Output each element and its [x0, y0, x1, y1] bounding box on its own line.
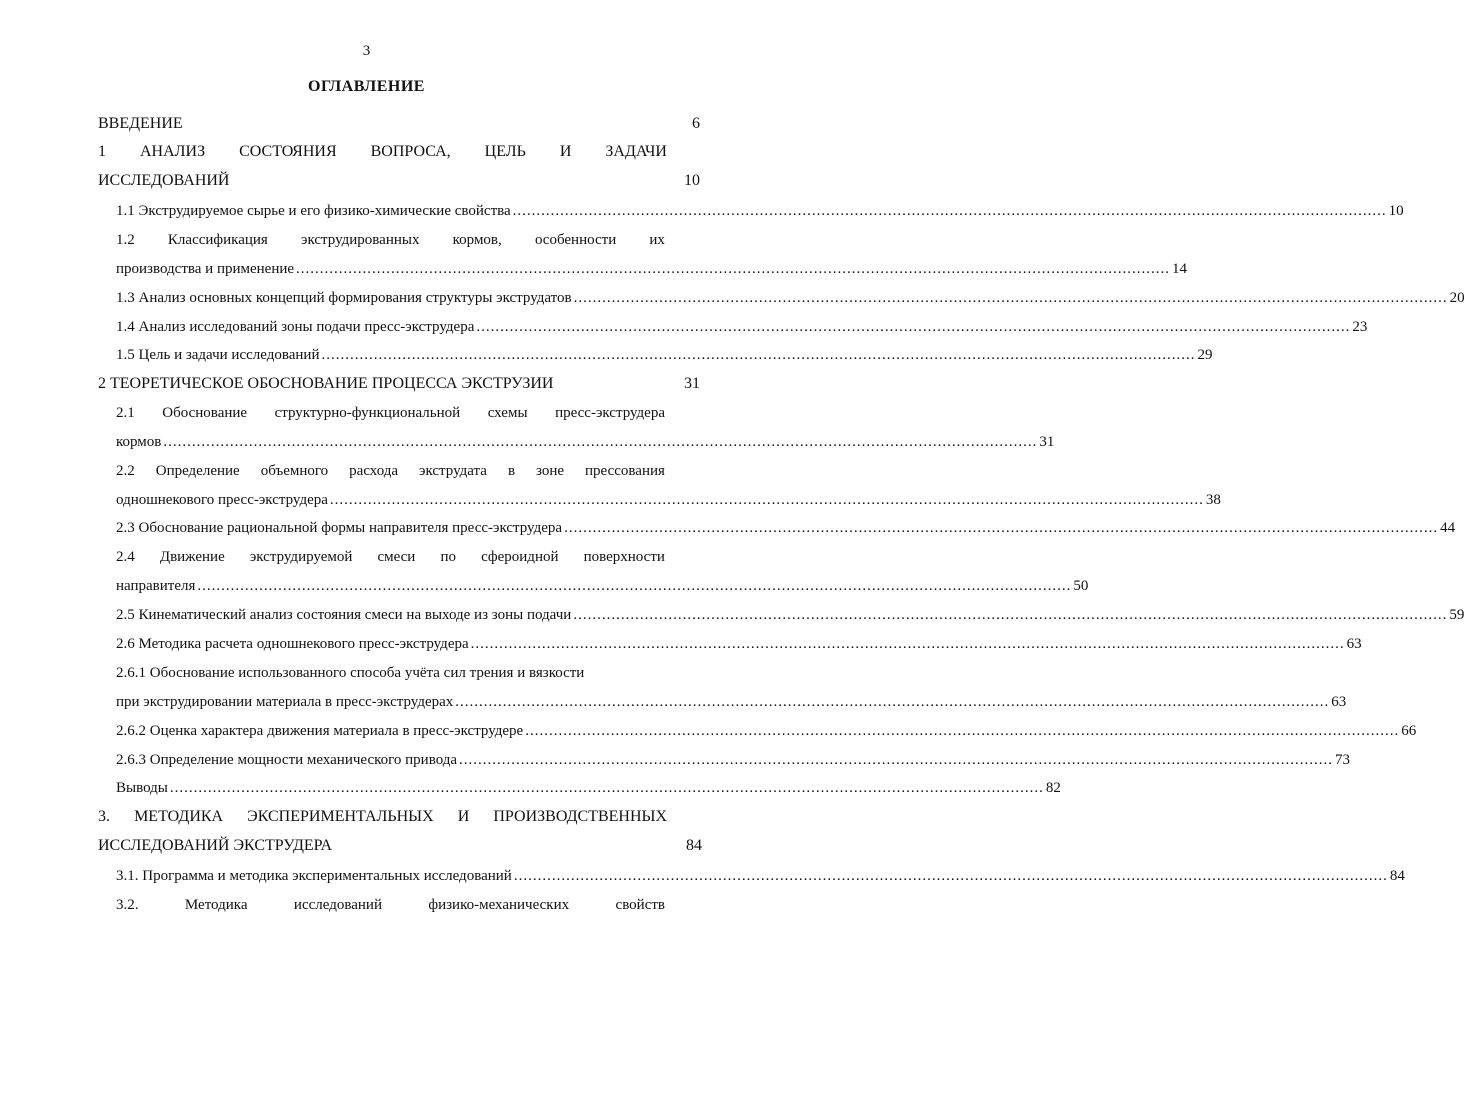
toc-entry-1-3: 1.3 Анализ основных концепций формирования структуры экструдатов ........................................................................................................................................................................................ 20 [116, 290, 1465, 306]
toc-entry-2-4-title: 2.4 Движение экструдируемой смеси по сфероидной поверхности [116, 549, 665, 565]
toc-chapter-2: 2 ТЕОРЕТИЧЕСКОЕ ОБОСНОВАНИЕ ПРОЦЕССА ЭКСТРУЗИИ 31 [98, 375, 700, 392]
toc-entry-2-4-continuation: направителя ........................................................................................................................................................................................ 50 [116, 578, 1089, 594]
toc-entry-1-5: 1.5 Цель и задачи исследований ........................................................................................................................................................................................ 29 [116, 347, 1213, 363]
toc-entry-2-1-continuation: кормов ........................................................................................................................................................................................ 31 [116, 434, 1055, 450]
page-number: 3 [362, 43, 371, 59]
toc-entry-2-6-1-title: 2.6.1 Обоснование использованного способа учёта сил трения и вязкости [116, 665, 585, 681]
toc-entry-2-6-3: 2.6.3 Определение мощности механического привода ........................................................................................................................................................................................ 73 [116, 752, 1351, 768]
toc-entry-title: ВВЕДЕНИЕ [98, 115, 183, 132]
toc-chapter-1-title: 1 АНАЛИЗ СОСТОЯНИЯ ВОПРОСА, ЦЕЛЬ И ЗАДАЧИ [98, 143, 667, 160]
toc-chapter-1-continuation: ИССЛЕДОВАНИЙ 10 [98, 172, 700, 189]
toc-entry-1-2-title: 1.2 Классификация экструдированных кормов, особенности их [116, 232, 665, 248]
page-title: ОГЛАВЛЕНИЕ [308, 78, 425, 95]
toc-entry-conclusions: Выводы ........................................................................................................................................................................................ 82 [116, 780, 1061, 796]
toc-entry-2-6: 2.6 Методика расчета одношнекового пресс-экструдера ........................................................................................................................................................................................ 63 [116, 636, 1362, 652]
toc-entry-2-6-1-continuation: при экструдировании материала в пресс-экструдерах ........................................................................................................................................................................................ 63 [116, 694, 1347, 710]
toc-entry-introduction [98, 114, 700, 134]
toc-entry-page: 10 [684, 172, 700, 189]
toc-entry-page: 6 [692, 115, 700, 132]
toc-entry-2-1-title: 2.1 Обоснование структурно-функциональной схемы пресс-экструдера [116, 405, 665, 421]
toc-entry-2-3: 2.3 Обоснование рациональной формы направителя пресс-экструдера ........................................................................................................................................................................................ 44 [116, 520, 1456, 536]
toc-entry-2-2-continuation: одношнекового пресс-экструдера ........................................................................................................................................................................................ 38 [116, 492, 1221, 508]
toc-entry-2-5: 2.5 Кинематический анализ состояния смеси на выходе из зоны подачи ........................................................................................................................................................................................ 59 [116, 607, 1465, 623]
toc-entry-1-4: 1.4 Анализ исследований зоны подачи пресс-экструдера ........................................................................................................................................................................................ 23 [116, 319, 1368, 335]
toc-entry-2-6-2: 2.6.2 Оценка характера движения материала в пресс-экструдере ........................................................................................................................................................................................ 66 [116, 723, 1417, 739]
toc-entry-1-2-continuation: производства и применение ........................................................................................................................................................................................ 14 [116, 261, 1188, 277]
toc-chapter-3-title: 3. МЕТОДИКА ЭКСПЕРИМЕНТАЛЬНЫХ И ПРОИЗВОДСТВЕННЫХ [98, 808, 667, 825]
toc-entry-3-2-title: 3.2. Методика исследований физико-механических свойств [116, 897, 665, 913]
toc-entry-2-2-title: 2.2 Определение объемного расхода экструдата в зоне прессования [116, 463, 665, 479]
toc-entry-3-1: 3.1. Программа и методика экспериментальных исследований ........................................................................................................................................................................................ 84 [116, 868, 1405, 884]
toc-entry-1-1: 1.1 Экструдируемое сырье и его физико-химические свойства ........................................................................................................................................................................................ 10 [116, 203, 1404, 219]
toc-chapter-3-continuation: ИССЛЕДОВАНИЙ ЭКСТРУДЕРА 84 [98, 837, 702, 854]
